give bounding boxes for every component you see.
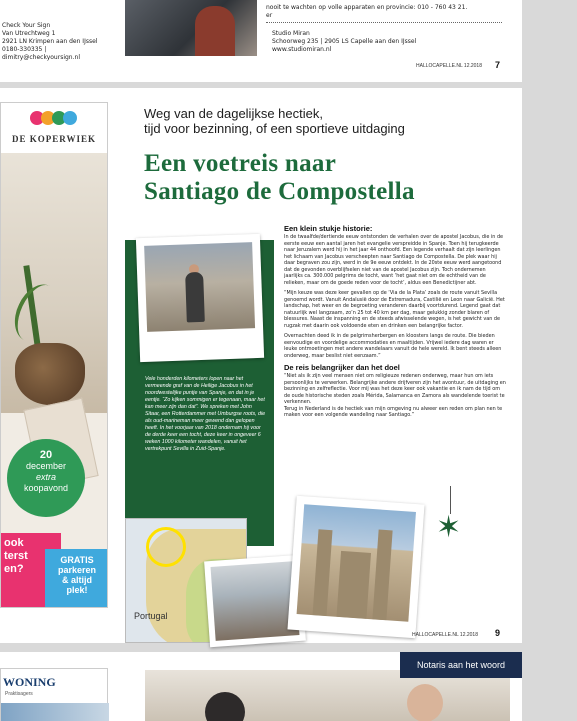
magazine-page <box>0 88 522 643</box>
top-body-snippet-right: provincie: 010 - 760 43 21. <box>386 4 468 11</box>
hostel-photo-image <box>211 561 300 641</box>
quote-paragraph: “Mijn keuze was deze keer gevallen op de ‘Via de la Plata’ zoals de route vanuit Sevilla genoemd wordt. Vanuit Andalusië door de Extremadura, Castilië en Leon naar Galicië. Het landschap, het weer en de begroeting veranderen daarbij voortdurend. Legend gaat dat natuurlijk wel langzaam, zo’n 25 tot 40 km per dag, maar gelukkig zonder blaren of blessures. Naast de inspanning en de steeds afwisselende wegen, is het gewicht van de rugzak met daarin ook voldoende eten en drinken een belangrijke factor. <box>284 290 505 329</box>
hiker-body <box>185 272 205 323</box>
section-heading: De reis belangrijker dan het doel <box>284 363 400 372</box>
studio-miran-contact: Studio Miran Schoorweg 235 | 2905 LS Capelle aan den IJssel www.studiomiran.nl <box>272 30 417 53</box>
ad-logo <box>1 103 107 153</box>
section-paragraph: In de twaalfde/dertiende eeuw ontstonden de verhalen over de apostel Jacobus, die in de eerste eeuw een aantal jaren het evangelie verspreidde in Spanje. Toen hij terugkeerde naar Jeruzalem werd hij in het jaar 44 onthoofd. Een legende verhaalt dat zijn leerlingen het lichaam van Jacobus verscheepten naar Santiago de Compostella. De plek waar hij daar begraven zou zijn, werd in de 9e eeuw ontdekt. In de 20ste eeuw werd aangetoond dat de gevonden overblijfselen niet van de apostel Jacobus zijn. Toch ondernemen jaarlijks ca. 300.000 pelgrims de tocht, want ‘het gaat niet om de echtheid van de relieken, maar om de goede reden voor de tocht’, aldus een Benedictijner abt. <box>284 234 504 286</box>
top-photo <box>125 0 257 56</box>
article-title: Een voetreis naar Santiago de Compostella <box>144 150 415 205</box>
hiker-photo-image <box>144 242 255 332</box>
ad-brand-name: DE KOPERWIEK <box>12 134 96 144</box>
ornament-string <box>450 486 451 514</box>
page-footer-label: HALLOCAPELLE.NL 12.2018 <box>412 632 478 638</box>
cathedral-facade <box>336 551 371 619</box>
page-number: 7 <box>494 60 500 70</box>
ad-scene <box>1 153 108 413</box>
ad-month: december <box>25 461 67 471</box>
person-figure <box>195 6 235 56</box>
person-head <box>407 684 443 721</box>
map-label: Portugal <box>134 611 168 621</box>
notaris-banner: Notaris aan het woord <box>400 652 522 678</box>
koperwiek-advertisement <box>0 102 108 608</box>
hiker-photo <box>136 234 264 362</box>
cathedral-photo <box>287 496 424 639</box>
ad-date: 20 <box>39 449 53 461</box>
divider <box>266 22 502 23</box>
pine-branch-icon <box>6 277 68 348</box>
page-number: 9 <box>494 628 500 638</box>
article-kicker: Weg van de dagelijkse hectiek, tijd voor bezinning, of een sportieve uitdaging <box>144 106 405 136</box>
article-intro-caption: Vele honderden kilometers lopen naar het vermeende graf van de Heilige Jacobus in het noordwestelijke puntje van Spanje, en dat in je eentje. “Zo kijken sommigen er tegenaan, maar het kan meer zijn dan dat”. We spreken met John Sitaar, een Rotterdammer met Umburgse roots, die als oud-marineman meer gewend dan gelopen heeft. In het voorjaar van 2018 ondernam hij voor de derde keer een tocht, deze keer in ongeveer 6 weken 1000 kilometer wandelen, vanuit het vertrekpunt Sevilla in Zuid-Spanje. <box>145 376 266 452</box>
cathedral-tower <box>372 529 392 620</box>
ad-koopavond: koopavond <box>23 483 69 493</box>
koperwiek-logo-icon <box>30 109 78 129</box>
santiago-highlight-ring <box>146 527 186 567</box>
ad-pink-block: ook terst en? <box>1 533 61 608</box>
page-footer-label: HALLOCAPELLE.NL 12.2018 <box>416 63 482 69</box>
woning-subtitle: Praktisagers <box>5 691 33 697</box>
article-body <box>284 224 506 423</box>
section-paragraph: “Niet als ik zijn veel mensen niet om religieuze redenen onderweg, maar hun om iets persoonlijks te verwerken. Belangrijke andere drijfveren zijn het avontuur, de uitdaging en bezinning en zelfreflectie. Voor mij was het deze keer ook vakantie en ik nam de tijd om de oude historische steden zoals Mérida, Salamanca en Zamora als wandelende toerist te verkennen. Terug in Nederland is de hectiek van mijn omgeving nu alweer een reden om plan nen te maken voor een volgende wandeling naar Santiago.” <box>284 373 506 418</box>
ad-parking-block: GRATIS parkeren & altijd plek! <box>45 549 108 608</box>
person-head <box>205 692 245 721</box>
ad-date-circle <box>7 439 85 517</box>
ad-extra: extra <box>35 472 56 482</box>
quote-paragraph: Overnachten deed ik in de pelgrimsherbergen en kloosters langs de route. Die bieden eenvoudige en voordelige accommodaties en maaltijden. Vrijwel iedere dag waren er leuke ontmoetingen met andere wandelaars vanuit de hele wereld. Ik bent steeds alleen onderweg, maar beslist niet eenzaam.” <box>284 333 502 359</box>
pinecone-icon <box>15 343 85 405</box>
woning-logo: WONING <box>3 675 56 689</box>
woning-advertisement <box>0 668 108 721</box>
checkyoursign-contact: Check Your Sign Van Utrechtweg 1 2921 LN Krimpen aan den IJssel 0180-330335 | dimitry@checkyoursign.nl <box>2 22 98 61</box>
star-ornament-icon: ✶ <box>436 511 462 544</box>
woning-banner-image <box>1 703 109 721</box>
cathedral-tower <box>313 529 333 616</box>
next-page-fragment <box>0 652 522 721</box>
previous-page-fragment <box>0 0 522 82</box>
section-heading: Een klein stukje historie: <box>284 224 373 233</box>
cathedral-photo-image <box>297 504 416 622</box>
top-body-snippet: nooit te wachten op volle apparaten en er <box>266 4 385 19</box>
